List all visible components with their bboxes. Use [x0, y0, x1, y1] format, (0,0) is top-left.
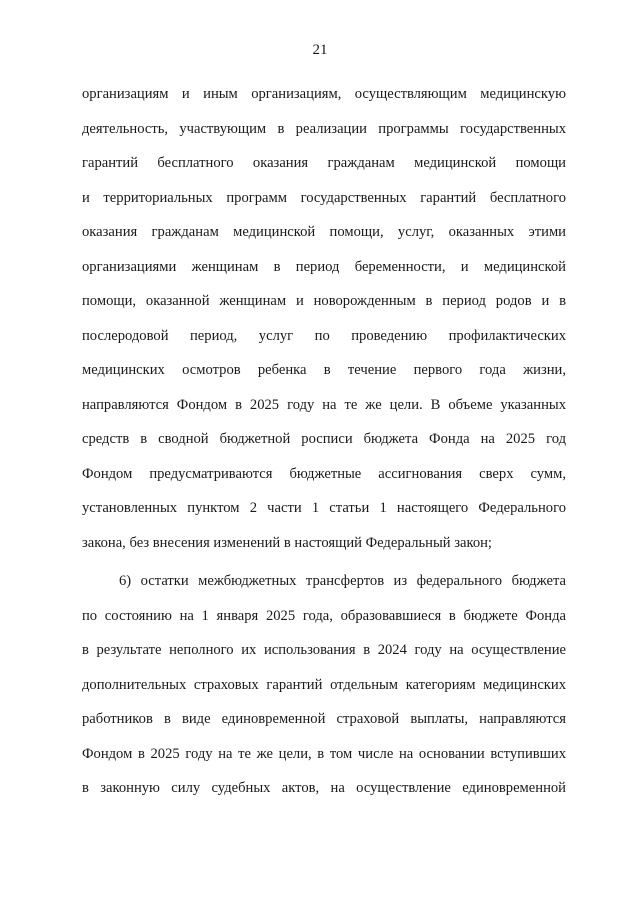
text-line: 6) остатки межбюджетных трансфертов из федерального бюджета	[119, 573, 566, 589]
text-line: дополнительных страховых гарантий отдельным категориям медицинских	[82, 676, 566, 693]
text-line: организациями женщинам в период беременности, и медицинской	[82, 258, 566, 275]
text-line: деятельность, участвующим в реализации программы государственных	[82, 120, 566, 137]
paragraph-2	[82, 564, 566, 806]
text-line: гарантий бесплатного оказания гражданам медицинской помощи	[82, 155, 566, 171]
text-line: и территориальных программ государственных гарантий бесплатного	[82, 189, 566, 206]
text-line: работников в виде единовременной страховой выплаты, направляются	[82, 711, 566, 727]
text-line: установленных пунктом 2 части 1 статьи 1 настоящего Федерального	[82, 500, 566, 516]
text-line: оказания гражданам медицинской помощи, услуг, оказанных этими	[82, 224, 566, 240]
page-number: 21	[312, 42, 328, 58]
text-line: в законную силу судебных актов, на осуществление единовременной	[82, 780, 566, 796]
text-line: средств в сводной бюджетной росписи бюджета Фонда на 2025 год	[82, 431, 566, 447]
text-line: медицинских осмотров ребенка в течение первого года жизни,	[82, 362, 566, 378]
text-line: Фондом предусматриваются бюджетные ассигнования сверх сумм,	[82, 465, 566, 482]
text-line: направляются Фондом в 2025 году на те же цели. В объеме указанных	[82, 396, 566, 413]
document-body	[82, 77, 566, 806]
text-line: организациям и иным организациям, осуществляющим медицинскую	[82, 86, 566, 102]
text-line: помощи, оказанной женщинам и новорожденным в период родов и в	[82, 293, 566, 309]
text-line: в результате неполного их использования в 2024 году на осуществление	[82, 642, 566, 658]
text-line: послеродовой период, услуг по проведению профилактических	[82, 327, 566, 344]
paragraph-1	[82, 77, 566, 560]
text-line: Фондом в 2025 году на те же цели, в том числе на основании вступивших	[82, 745, 566, 762]
text-line: закона, без внесения изменений в настоящий Федеральный закон;	[82, 534, 492, 551]
text-line: по состоянию на 1 января 2025 года, образовавшиеся в бюджете Фонда	[82, 607, 566, 624]
